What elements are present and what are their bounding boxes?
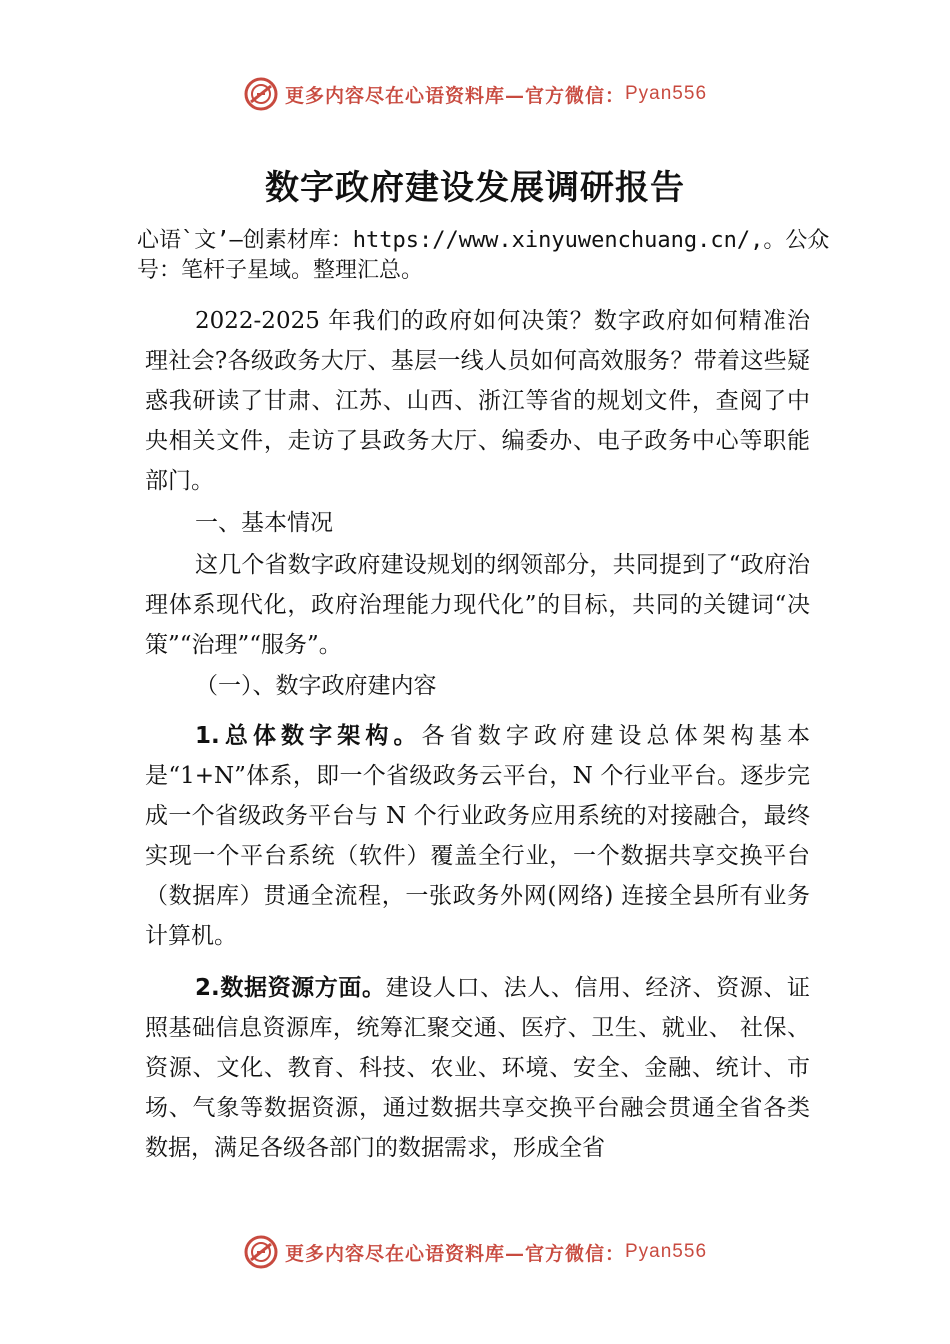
- item2-heading: 2.数据资源方面。: [195, 975, 386, 1001]
- section-heading-basic: 一、基本情况: [195, 510, 333, 536]
- item1-paragraph: [145, 716, 810, 956]
- intro-paragraph: 2022-2025 年我们的政府如何决策？数字政府如何精准治理社会?各级政务大厅、基层一线人员如何高效服务？带着这些疑惑我研读了甘肃、江苏、山西、浙江等省的规划文件，查阅了中央相关文件，走访了县政务大厅、编委办、电子政务中心等职能部门。: [145, 308, 810, 494]
- item2-paragraph: [145, 968, 810, 1168]
- item1-body: 各省数字政府建设总体架构基本是“1+N”体系，即一个省级政务云平台，N 个行业平台。逐步完成一个省级政务平台与 N 个行业政务应用系统的对接融合，最终实现一个平台系统（软件）覆盖全行业，一个数据共享交换平台（数据库）贯通全流程，一张政务外网(网络) 连接全县所有业务计算机。: [145, 723, 811, 949]
- subsection-heading-content: （一）、数字政府建内容: [195, 673, 437, 699]
- footer-watermark-banner: [0, 1232, 950, 1272]
- banner-wechat-id: Pyan556: [625, 1241, 708, 1262]
- seal-logo-icon: [243, 1234, 279, 1270]
- basic-paragraph: 这几个省数字政府建设规划的纲领部分，共同提到了“政府治理体系现代化，政府治理能力现代化”的目标，共同的关键词“决策”“治理”“服务”。: [145, 552, 810, 658]
- item2-body: 建设人口、法人、信用、经济、资源、证照基础信息资源库，统筹汇聚交通、医疗、卫生、就业、 社保、资源、文化、教育、科技、农业、环境、安全、金融、统计、市场、气象等数据资源，通过数据共享交换平台融会贯通全省各类数据，满足各级各部门的数据需求，形成全省: [145, 975, 810, 1161]
- item1-heading: 1.总体数字架构。: [195, 723, 422, 749]
- banner-text: 更多内容尽在心语资料库—官方微信：: [284, 84, 625, 107]
- source-line: 心语`文’—创素材库：https://www.xinyuwenchuang.cn/,。公众号：笔杆子星域。整理汇总。: [137, 228, 830, 283]
- seal-logo-icon: [243, 76, 279, 112]
- banner-wechat-id: Pyan556: [625, 83, 708, 104]
- document-title: 数字政府建设发展调研报告: [265, 168, 685, 208]
- header-watermark-banner: [0, 74, 950, 114]
- banner-text: 更多内容尽在心语资料库—官方微信：: [284, 1242, 625, 1265]
